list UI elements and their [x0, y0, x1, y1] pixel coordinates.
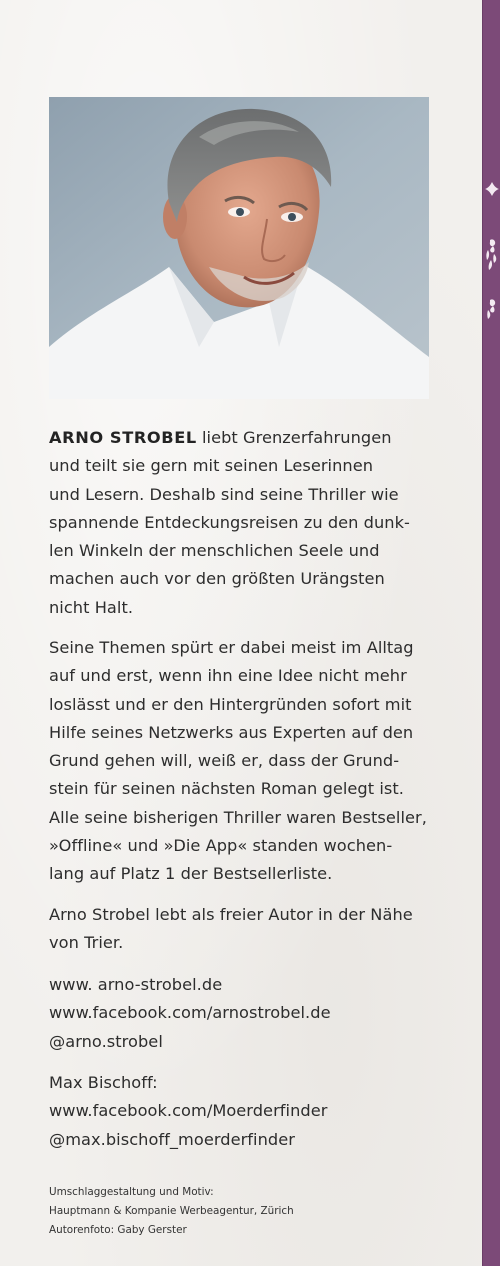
bio-line: machen auch vor den größten Urängsten [49, 569, 385, 589]
bio-line: len Winkeln der menschlichen Seele und [49, 541, 380, 561]
author-links [49, 971, 469, 1056]
bio-line: nicht Halt. [49, 597, 134, 617]
instagram-handle[interactable]: @arno.strobel [49, 1031, 163, 1051]
max-bischoff-label: Max Bischoff: [49, 1073, 158, 1092]
credit-line: Hauptmann & Kompanie Werbeagentur, Zürich [49, 1205, 294, 1217]
bio-line: Seine Themen spürt er dabei meist im Alltag [49, 638, 414, 657]
bio-line: »Offline« und »Die App« standen wochen- [49, 836, 393, 856]
bio-line: loslässt und er den Hintergründen sofort mit [49, 694, 412, 714]
imprint-credits [49, 1183, 469, 1240]
bio-line: Arno Strobel lebt als freier Autor in der Nähe [49, 905, 413, 924]
bio-line: Grund gehen will, weiß er, dass der Grund- [49, 751, 400, 771]
author-photo [49, 97, 429, 399]
bio-line: Hilfe seines Netzwerks aus Experten auf den [49, 722, 414, 742]
facebook-link[interactable]: www.facebook.com/Moerderfinder [49, 1101, 328, 1121]
bio-line: lang auf Platz 1 der Bestsellerliste. [49, 864, 333, 884]
bio-line: von Trier. [49, 933, 124, 953]
bio-line: und Lesern. Deshalb sind seine Thriller wie [49, 484, 399, 504]
instagram-handle[interactable]: @max.bischoff_moerderfinder [49, 1129, 295, 1149]
bio-line: Alle seine bisherigen Thriller waren Bestseller, [49, 807, 427, 827]
author-name: ARNO STROBEL [49, 428, 197, 447]
facebook-link[interactable]: www.facebook.com/arnostrobel.de [49, 1003, 331, 1023]
book-spine-stripe [482, 0, 500, 1266]
bio-line: auf und erst, wenn ihn eine Idee nicht mehr [49, 666, 407, 686]
author-bio-paragraph-3 [49, 901, 469, 958]
author-bio-paragraph-1 [49, 424, 469, 622]
website-link[interactable]: www. arno-strobel.de [49, 975, 223, 994]
bio-line: spannende Entdeckungsreisen zu den dunk- [49, 512, 410, 532]
bio-line: liebt Grenzerfahrungen [196, 428, 392, 447]
bio-line: stein für seinen nächsten Roman gelegt ist. [49, 779, 404, 799]
author-bio-paragraph-2 [49, 634, 469, 889]
credit-line: Autorenfoto: Gaby Gerster [49, 1224, 187, 1236]
floral-ornament-icon [484, 180, 500, 330]
max-bischoff-links [49, 1069, 469, 1154]
credit-line: Umschlaggestaltung und Motiv: [49, 1186, 214, 1198]
bio-line: und teilt sie gern mit seinen Leserinnen [49, 456, 374, 476]
